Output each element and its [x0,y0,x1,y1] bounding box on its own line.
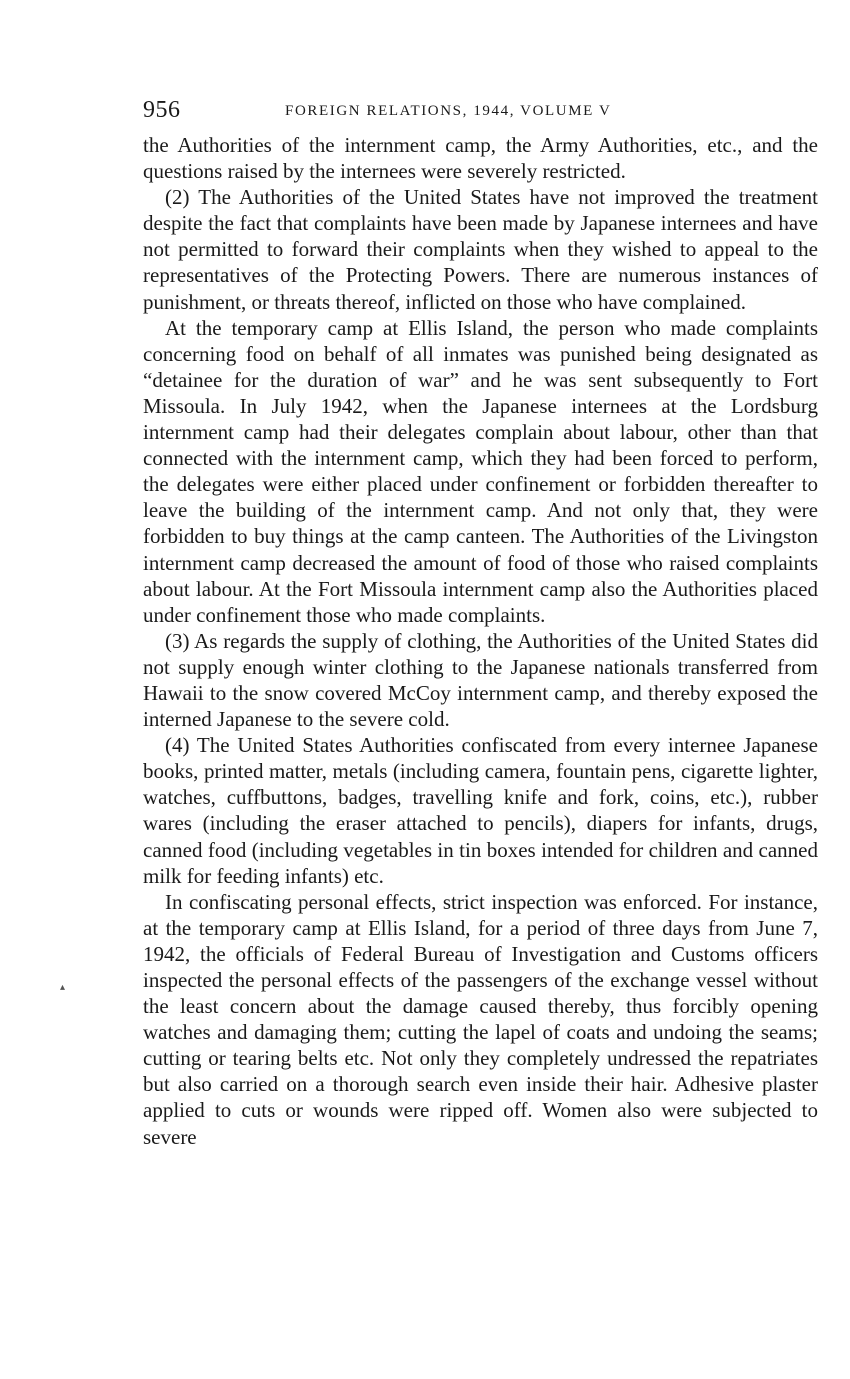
page-number: 956 [143,97,181,123]
body-text [143,132,818,1150]
paragraph-point-2: (2) The Authorities of the United States have not improved the treatment despite the fact that complaints have been made by Japanese internees and have not permitted to forward their complaints when they wished to appeal to the representatives of the Protecting Powers. There are numerous instances of punishment, or threats thereof, inflicted on those who have complained. [143,185,818,314]
paragraph-ellis-island: At the temporary camp at Ellis Island, the person who made complaints concerning food on behalf of all inmates was punished being designated as “detainee for the duration of war” and he was sent subsequently to Fort Missoula. In July 1942, when the Japanese internees at the Lordsburg internment camp had their delegates complain about labour, other than that connected with the internment camp, which they had been forced to perform, the delegates were either placed under confinement or forbidden thereafter to leave the building of the internment camp. And not only that, they were forbidden to buy things at the camp canteen. The Authorities of the Livingston internment camp decreased the amount of food of those who raised complaints about labour. At the Fort Missoula internment camp also the Authorities placed under confinement those who made complaints. [143,315,818,627]
paragraph-point-4: (4) The United States Authorities confiscated from every internee Japanese books, printed matter, metals (including camera, fountain pens, cigarette lighter, watches, cuffbuttons, badges, travelling knife and fork, coins, etc.), rubber wares (including the eraser attached to pencils), diapers for infants, drugs, canned food (including vegetables in tin boxes intended for children and canned milk for feeding infants) etc. [143,733,818,888]
paragraph-point-3: (3) As regards the supply of clothing, the Authorities of the United States did not supply enough winter clothing to the Japanese nationals transferred from Hawaii to the snow covered McCoy internment camp, and thereby exposed the interned Japanese to the severe cold. [143,628,818,732]
margin-speck-icon: ▴ [60,982,66,993]
document-page [143,96,818,1150]
paragraph-confiscation: In confiscating personal effects, strict inspection was enforced. For instance, at the temporary camp at Ellis Island, for a period of three days from June 7, 1942, the officials of Federal Bureau of Investigation and Customs officers inspected the personal effects of the passengers of the exchange vessel without the least concern about the damage caused thereby, thus forcibly opening watches and damaging them; cutting the lapel of coats and undoing the seams; cutting or tearing belts etc. Not only they completely undressed the repatriates but also carried on a thorough search even inside their hair. Adhesive plaster applied to cuts or wounds were ripped off. Women also were subjected to severe [143,889,818,1149]
running-head: FOREIGN RELATIONS, 1944, VOLUME V [285,103,612,119]
paragraph-continuation: the Authorities of the internment camp, the Army Authorities, etc., and the questions raised by the internees were severely restricted. [143,133,818,184]
page-header [143,96,818,132]
